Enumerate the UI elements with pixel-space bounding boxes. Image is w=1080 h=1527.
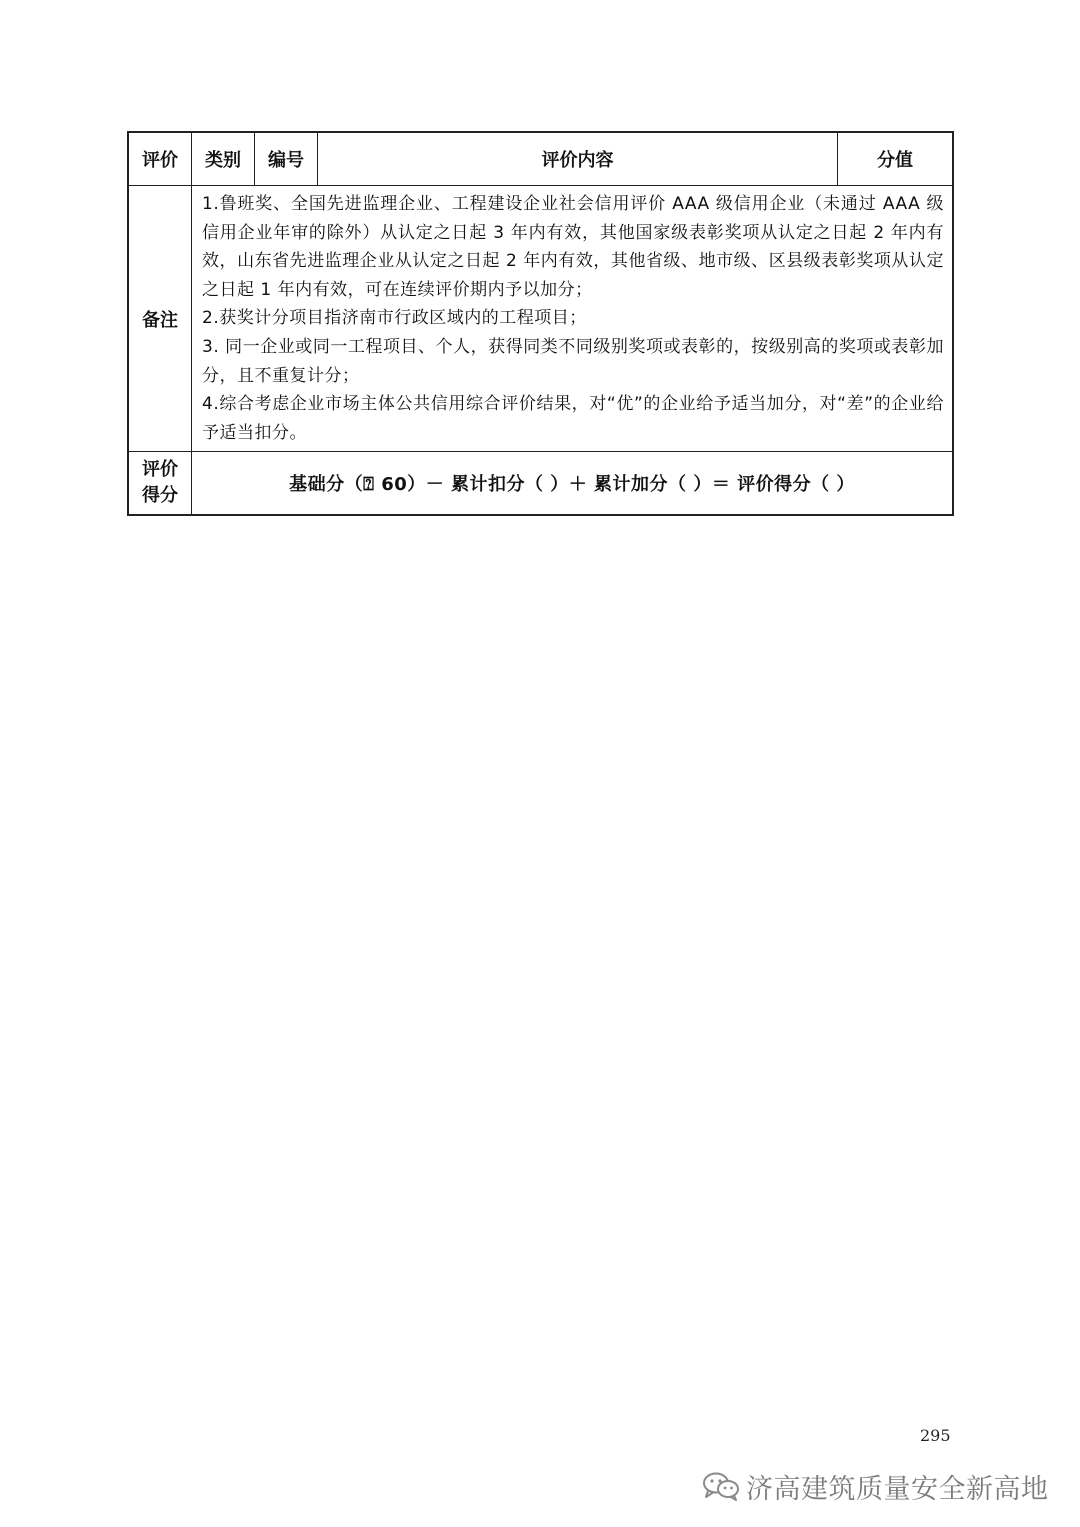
remark-item-2: 2.获奖计分项目指济南市行政区域内的工程项目；: [202, 308, 587, 329]
final-score-label-line1: 评价: [142, 459, 178, 481]
remark-item-1: 1.鲁班奖、全国先进监理企业、工程建设企业社会信用评价 AAA 级信用企业（未通过 AAA 级信用企业年审的除外）从认定之日起 3 年内有效，其他国家级表彰奖项从认定之日起 2 年内有效，山东省先进监理企业从认定之日起 2 年内有效，其他省级、地市级、区县级表彰奖项从认定之日起 1 年内有效，可在连续评价期内予以加分；: [202, 194, 944, 300]
header-score: 分值: [838, 132, 954, 186]
final-score-label-line2: 得分: [142, 485, 178, 507]
remarks-label: 备注: [128, 186, 192, 452]
final-score-row: [128, 452, 953, 516]
evaluation-table: [127, 131, 954, 516]
header-category: 类别: [192, 132, 255, 186]
table-header-row: [128, 132, 953, 186]
header-number: 编号: [255, 132, 318, 186]
watermark-text: 济高建筑质量安全新高地: [746, 1473, 1049, 1505]
score-formula: 基础分（⍰ 60）－ 累计扣分（ ）＋ 累计加分（ ）＝ 评价得分（ ）: [192, 452, 954, 516]
remarks-row: [128, 186, 953, 452]
remark-item-3: 3. 同一企业或同一工程项目、个人，获得同类不同级别奖项或表彰的，按级别高的奖项或表彰加分，且不重复计分；: [202, 336, 944, 386]
header-evaluation: 评价: [128, 132, 192, 186]
header-content: 评价内容: [318, 132, 838, 186]
remarks-content: [192, 186, 954, 452]
remark-item-4: 4.综合考虑企业市场主体公共信用综合评价结果，对“优”的企业给予适当加分，对“差”的企业给予适当扣分。: [202, 394, 944, 443]
watermark: [702, 1466, 1049, 1506]
page-number: 295: [920, 1426, 951, 1445]
final-score-label: [128, 452, 192, 516]
wechat-icon: [702, 1471, 740, 1501]
